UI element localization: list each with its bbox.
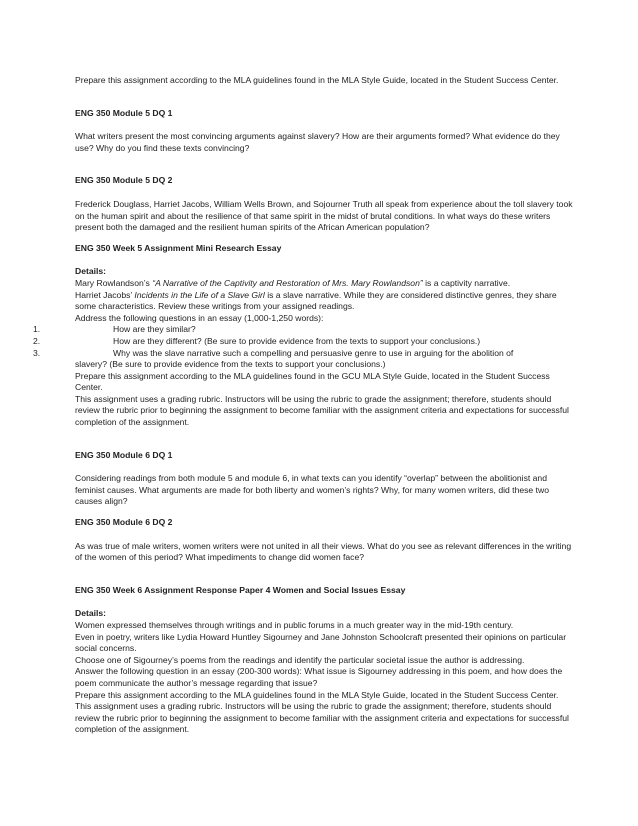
week6-paragraph-3: Choose one of Sigourney’s poems from the readings and identify the particular societal issue the author is addressing. xyxy=(75,654,525,665)
list-item-text: How are they different? (Be sure to provide evidence from the texts to support your conclusions.) xyxy=(113,335,481,346)
week6-details-label: Details: xyxy=(75,608,107,619)
list-item xyxy=(33,324,575,336)
list-item-continuation: slavery? (Be sure to provide evidence from the texts to support your conclusions.) xyxy=(75,359,386,370)
jacobs-title: Incidents in the Life of a Slave Girl xyxy=(134,289,265,300)
week5-p2-tail: is a slave narrative. While they are considered distinctive genres, they share some characteristics. Review these writings from your assigned readings. xyxy=(75,289,557,312)
module6-dq2-heading: ENG 350 Module 6 DQ 2 xyxy=(75,517,173,528)
week5-rubric-paragraph: This assignment uses a grading rubric. Instructors will be using the rubric to grade the assignment; therefore, students should review the rubric prior to beginning the assignment to become familiar with the assignment criteria and expectations for successful completion of the assignment. xyxy=(75,393,569,428)
week5-p1-lead: Mary Rowlandson’s xyxy=(75,277,153,288)
week5-details-label: Details: xyxy=(75,266,107,277)
week6-rubric-paragraph: This assignment uses a grading rubric. Instructors will be using the rubric to grade the assignment; therefore, students should review the rubric prior to beginning the assignment to become familiar with the assignment criteria and expectations for successful completion of the assignment. xyxy=(75,701,569,735)
week5-address-line: Address the following questions in an essay (1,000-1,250 words): xyxy=(75,312,324,323)
list-item-number: 1. xyxy=(33,324,41,335)
list-item-text: Why was the slave narrative such a compelling and persuasive genre to use in arguing for the abolition of xyxy=(113,347,514,358)
week5-p2-lead: Harriet Jacobs’ xyxy=(75,289,135,300)
module6-dq1-text: Considering readings from both module 5 and module 6, in what texts can you identify “overlap” between the abolitionist and feminist causes. What arguments are made for both liberty and women’s rights? Why, for many women writers, did these two causes align? xyxy=(75,473,549,507)
module5-dq2-text: Frederick Douglass, Harriet Jacobs, William Wells Brown, and Sojourner Truth all speak from experience about the toll slavery took on the human spirit and about the resilience of that same spirit in the midst of brutal conditions. In what ways do these writers present both the damaged and the resilient human spirits of the African American population? xyxy=(75,198,573,233)
module5-dq1-text: What writers present the most convincing arguments against slavery? How are their arguments formed? What evidence do they use? Why do you find these texts convincing? xyxy=(75,131,560,153)
week5-prepare-paragraph: Prepare this assignment according to the MLA guidelines found in the GCU MLA Style Guide, located in the Student Success Center. xyxy=(75,370,550,393)
list-item-number: 2. xyxy=(33,335,41,346)
list-item xyxy=(33,347,575,360)
week5-assignment-heading: ENG 350 Week 5 Assignment Mini Research Essay xyxy=(75,242,282,253)
intro-paragraph: Prepare this assignment according to the MLA guidelines found in the MLA Style Guide, located in the Student Success Center. xyxy=(75,75,559,85)
module5-dq1-heading: ENG 350 Module 5 DQ 1 xyxy=(75,107,173,118)
week6-paragraph-4: Answer the following question in an essay (200-300 words): What issue is Sigourney addressing in this poem, and how does the poem communicate the author’s message regarding that issue? xyxy=(75,666,563,688)
week6-prepare-paragraph: Prepare this assignment according to the MLA guidelines found in the MLA Style Guide, located in the Student Success Center. xyxy=(75,689,559,700)
module6-dq2-text: As was true of male writers, women writers were not united in all their views. What do you see as relevant differences in the writing of the women of this period? What impediments to change did women face? xyxy=(75,540,572,563)
list-item-number: 3. xyxy=(33,347,41,358)
rowlandson-title: “A Narrative of the Captivity and Restoration of Mrs. Mary Rowlandson” xyxy=(152,277,423,288)
document-page xyxy=(33,75,575,736)
list-item xyxy=(33,335,575,348)
module6-dq1-heading: ENG 350 Module 6 DQ 1 xyxy=(75,449,173,460)
list-item-text: How are they similar? xyxy=(113,324,196,335)
week6-paragraph-2: Even in poetry, writers like Lydia Howard Huntley Sigourney and Jane Johnston Schoolcraft presented their opinions on particular social concerns. xyxy=(75,631,567,654)
week5-paragraph-jacobs xyxy=(75,290,575,313)
week6-paragraph-1: Women expressed themselves through writings and in public forums in a much greater way in the mid-19th century. xyxy=(75,620,514,630)
module5-dq2-heading: ENG 350 Module 5 DQ 2 xyxy=(75,175,173,186)
week6-assignment-heading: ENG 350 Week 6 Assignment Response Paper 4 Women and Social Issues Essay xyxy=(75,584,406,595)
week5-paragraph-rowlandson xyxy=(75,278,575,290)
week5-p1-tail: is a captivity narrative. xyxy=(422,277,511,288)
